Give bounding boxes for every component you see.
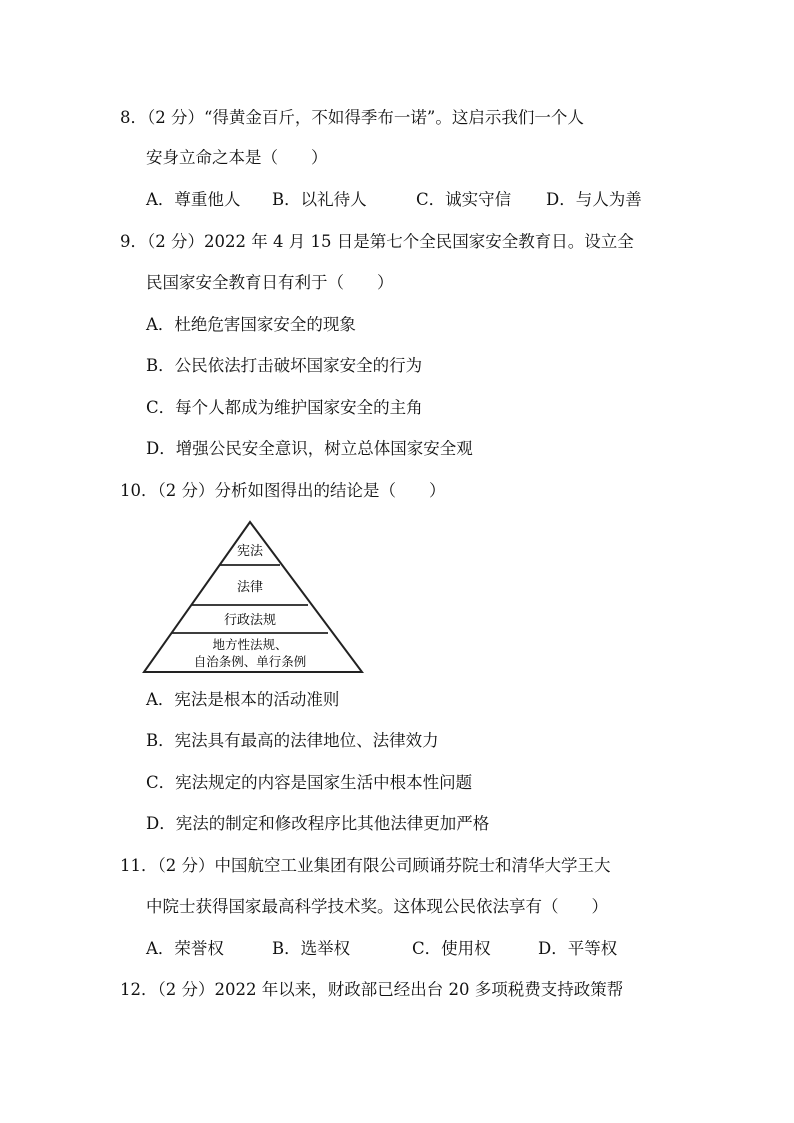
option-c: C．使用权 xyxy=(412,939,491,958)
question-8-options xyxy=(146,190,706,210)
question-9-option-d: D．增强公民安全意识，树立总体国家安全观 xyxy=(146,439,473,458)
question-10-line-1: 10．（2 分）分析如图得出的结论是（ ） xyxy=(120,481,446,500)
question-9-option-b: B．公民依法打击破坏国家安全的行为 xyxy=(146,356,423,375)
question-8-line-2: 安身立命之本是（ ） xyxy=(146,148,328,167)
law-hierarchy-pyramid xyxy=(140,518,370,678)
question-11-line-1: 11．（2 分）中国航空工业集团有限公司顾诵芬院士和清华大学王大 xyxy=(120,856,611,875)
question-9-option-a: A．杜绝危害国家安全的现象 xyxy=(146,315,356,334)
question-11-options xyxy=(146,939,646,959)
option-c: C．诚实守信 xyxy=(416,190,512,209)
question-11-line-2: 中院士获得国家最高科学技术奖。这体现公民依法享有（ ） xyxy=(146,897,608,916)
option-a: A．尊重他人 xyxy=(146,190,241,209)
question-10-option-a: A．宪法是根本的活动准则 xyxy=(146,690,340,709)
pyramid-level-local-regulations: 地方性法规、 xyxy=(212,637,288,652)
question-8-line-1: 8．（2 分）“得黄金百斤，不如得季布一诺”。这启示我们一个人 xyxy=(120,108,584,127)
pyramid-level-law: 法律 xyxy=(236,580,264,595)
pyramid-level-administrative-regulations: 行政法规 xyxy=(223,613,277,628)
option-d: D．平等权 xyxy=(538,939,618,958)
option-a: A．荣誉权 xyxy=(146,939,224,958)
option-d: D．与人为善 xyxy=(546,190,642,209)
pyramid-level-autonomous-regulations: 自治条例、单行条例 xyxy=(193,654,307,669)
question-9-option-c: C．每个人都成为维护国家安全的主角 xyxy=(146,398,423,417)
question-9-line-1: 9．（2 分）2022 年 4 月 15 日是第七个全民国家安全教育日。设立全 xyxy=(120,232,634,251)
question-12-line-1: 12．（2 分）2022 年以来，财政部已经出台 20 多项税费支持政策帮 xyxy=(120,980,624,999)
question-10-option-d: D．宪法的制定和修改程序比其他法律更加严格 xyxy=(146,814,490,833)
question-10-option-c: C．宪法规定的内容是国家生活中根本性问题 xyxy=(146,773,473,792)
question-9-line-2: 民国家安全教育日有利于（ ） xyxy=(146,273,394,292)
option-b: B．选举权 xyxy=(272,939,351,958)
pyramid-level-constitution: 宪法 xyxy=(236,544,264,559)
question-10-option-b: B．宪法具有最高的法律地位、法律效力 xyxy=(146,731,439,750)
option-b: B．以礼待人 xyxy=(272,190,367,209)
